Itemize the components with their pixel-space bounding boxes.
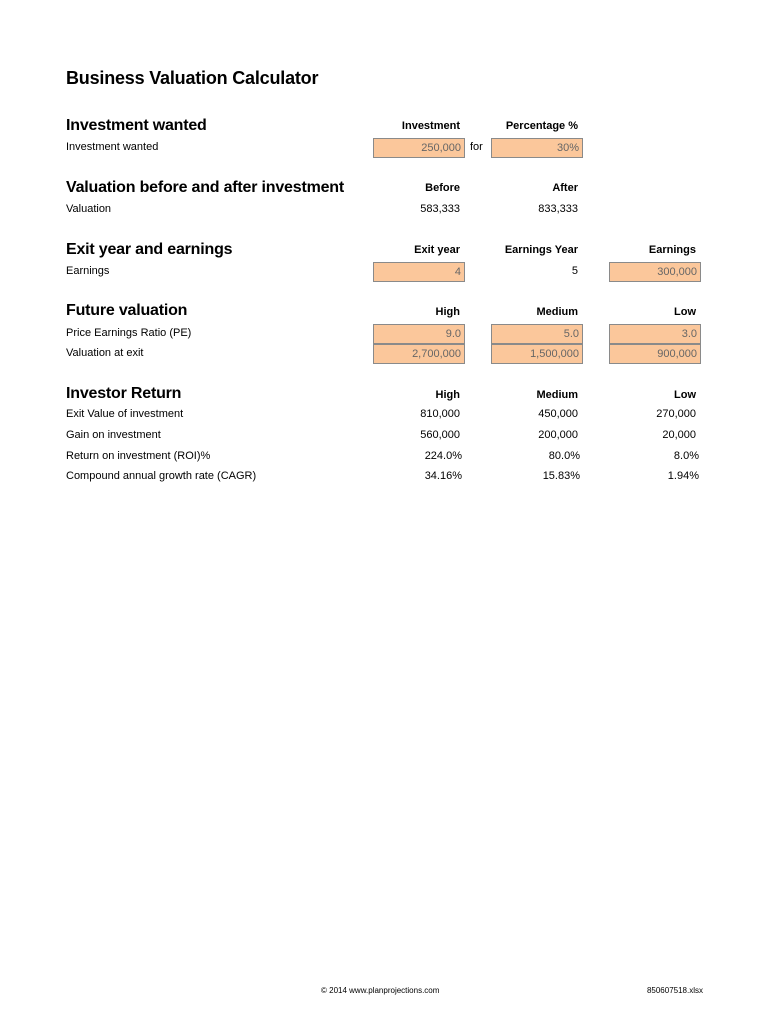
col-header-before: Before: [425, 182, 460, 194]
value-high: 224.0%: [424, 450, 462, 462]
valuation-before-value: 583,333: [420, 203, 460, 215]
col-header-after: After: [552, 182, 578, 194]
col-header-earnings: Earnings: [648, 244, 696, 256]
valuation-after-value: 833,333: [538, 203, 578, 215]
earnings-input[interactable]: 300,000: [609, 262, 701, 282]
pe-low-input[interactable]: 3.0: [609, 324, 701, 344]
col-header-percentage: Percentage %: [505, 120, 578, 132]
row-label-pe: Price Earnings Ratio (PE): [66, 327, 192, 339]
section-heading-future: Future valuation: [66, 302, 188, 319]
row-label-earnings: Earnings: [66, 265, 110, 277]
col-header-high: High: [435, 306, 460, 318]
for-text: for: [470, 141, 483, 153]
col-header-low: Low: [674, 306, 696, 318]
footer-copyright: © 2014 www.planprojections.com: [321, 986, 440, 995]
investment-input[interactable]: 250,000: [373, 138, 465, 158]
col-header-earnings-year: Earnings Year: [504, 244, 578, 256]
section-heading-investment-wanted: Investment wanted: [66, 117, 207, 134]
value-low: 1.94%: [667, 470, 699, 482]
footer-filename: 850607518.xlsx: [646, 986, 703, 995]
exit-year-input[interactable]: 4: [373, 262, 465, 282]
value-low: 8.0%: [673, 450, 699, 462]
value-high: 810,000: [420, 408, 460, 420]
value-medium: 80.0%: [548, 450, 580, 462]
percentage-input[interactable]: 30%: [491, 138, 583, 158]
value-medium: 200,000: [538, 429, 578, 441]
col-header-exit-year: Exit year: [414, 244, 460, 256]
value-high: 34.16%: [424, 470, 462, 482]
col-header-high: High: [435, 389, 460, 401]
exit-high-input[interactable]: 2,700,000: [373, 344, 465, 364]
earnings-year-value: 5: [571, 265, 578, 277]
row-label-valuation-at-exit: Valuation at exit: [66, 347, 144, 359]
row-label: Compound annual growth rate (CAGR): [66, 470, 257, 482]
row-label: Exit Value of investment: [66, 408, 184, 420]
section-heading-valuation: Valuation before and after investment: [66, 179, 344, 196]
col-header-investment: Investment: [401, 120, 460, 132]
value-low: 20,000: [662, 429, 696, 441]
page-title: Business Valuation Calculator: [66, 68, 319, 88]
value-low: 270,000: [656, 408, 696, 420]
row-label-investment-wanted: Investment wanted: [66, 141, 159, 153]
col-header-medium: Medium: [536, 306, 578, 318]
row-label: Return on investment (ROI)%: [66, 450, 211, 462]
row-label: Gain on investment: [66, 429, 161, 441]
section-heading-investor-return: Investor Return: [66, 385, 182, 402]
col-header-low: Low: [674, 389, 696, 401]
col-header-medium: Medium: [536, 389, 578, 401]
section-heading-exit: Exit year and earnings: [66, 241, 233, 258]
exit-medium-input[interactable]: 1,500,000: [491, 344, 583, 364]
row-label-valuation: Valuation: [66, 203, 112, 215]
value-medium: 15.83%: [542, 470, 580, 482]
value-high: 560,000: [420, 429, 460, 441]
value-medium: 450,000: [538, 408, 578, 420]
pe-high-input[interactable]: 9.0: [373, 324, 465, 344]
exit-low-input[interactable]: 900,000: [609, 344, 701, 364]
pe-medium-input[interactable]: 5.0: [491, 324, 583, 344]
